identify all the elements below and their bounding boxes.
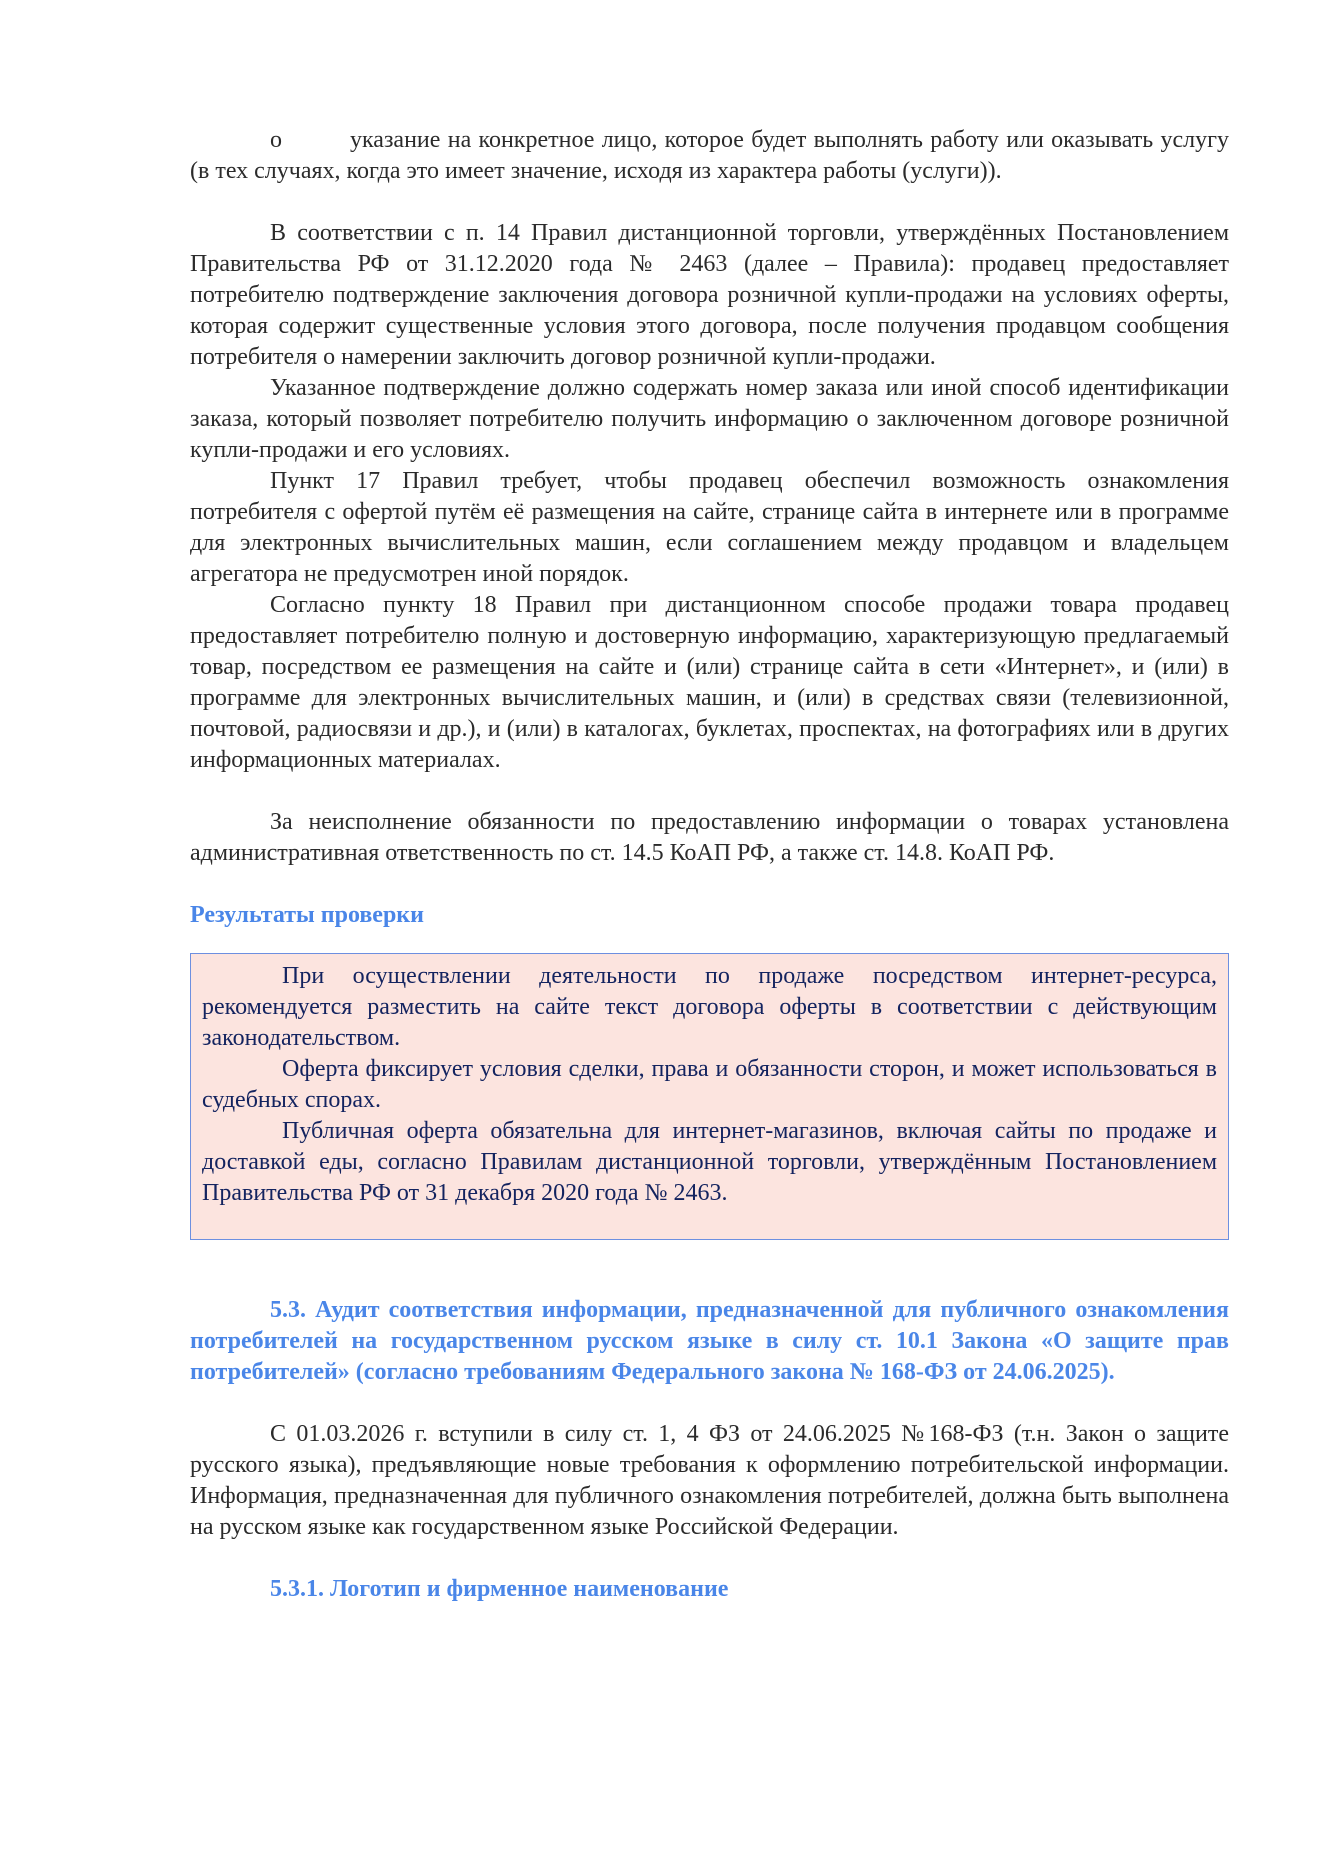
bullet-item	[190, 125, 1229, 187]
paragraph-rules-18: Согласно пункту 18 Правил при дистанционном способе продажи товара продавец предоставляет потребителю полную и достоверную информацию, характеризующую предлагаемый товар, посредством ее размещения на сайте и (или) странице сайта в сети «Интернет», и (или) в программе для электронных вычислительных машин, и (или) в средствах связи (телевизионной, почтовой, радиосвязи и др.), и (или) в каталогах, буклетах, проспектах, на фотографиях или в других информационных материалах.	[190, 592, 1229, 773]
spacer	[190, 869, 1229, 900]
callout-paragraph: Оферта фиксирует условия сделки, права и обязанности сторон, и может использоваться в судебных спорах.	[202, 1056, 1217, 1113]
paragraph-rules-17: Пункт 17 Правил требует, чтобы продавец обеспечил возможность ознакомления потребителя с офертой путём её размещения на сайте, странице сайта в интернете или в программе для электронных вычислительных машин, если соглашением между продавцом и владельцем агрегатора не предусмотрен иной порядок.	[190, 468, 1229, 587]
spacer	[190, 776, 1229, 807]
spacer	[190, 1543, 1229, 1574]
paragraph-liability: За неисполнение обязанности по предоставлению информации о товарах установлена административная ответственность по ст. 14.5 КоАП РФ, а также ст. 14.8. КоАП РФ.	[190, 809, 1229, 866]
callout-paragraph: При осуществлении деятельности по продаже посредством интернет-ресурса, рекомендуется разместить на сайте текст договора оферты в соответствии с действующим законодательством.	[202, 963, 1217, 1051]
results-heading: Результаты проверки	[190, 902, 424, 928]
callout-paragraph: Публичная оферта обязательна для интернет-магазинов, включая сайты по продаже и доставкой еды, согласно Правилам дистанционной торговли, утверждённым Постановлением Правительства РФ от 31 декабря 2020 года № 2463.	[202, 1118, 1217, 1206]
subsection-heading-5-3-1: 5.3.1. Логотип и фирменное наименование	[270, 1576, 729, 1602]
bullet-marker: o	[270, 127, 282, 153]
spacer	[190, 1240, 1229, 1295]
paragraph-rules-14: В соответствии с п. 14 Правил дистанционной торговли, утверждённых Постановлением Правительства РФ от 31.12.2020 года № 2463 (далее – Правила): продавец предоставляет потребителю подтверждение заключения договора розничной купли-продажи на условиях оферты, которая содержит существенные условия этого договора, после получения продавцом сообщения потребителя о намерении заключить договор розничной купли-продажи.	[190, 220, 1229, 370]
section-heading-5-3: 5.3. Аудит соответствия информации, предназначенной для публичного ознакомления потребителей на государственном русском языке в силу ст. 10.1 Закона «О защите прав потребителей» (согласно требованиям Федерального закона № 168-ФЗ от 24.06.2025).	[190, 1297, 1229, 1385]
results-callout-box	[190, 953, 1229, 1240]
paragraph-language-law: С 01.03.2026 г. вступили в силу ст. 1, 4 ФЗ от 24.06.2025 №168-ФЗ (т.н. Закон о защите русского языка), предъявляющие новые требования к оформлению потребительской информации. Информация, предназначенная для публичного ознакомления потребителей, должна быть выполнена на русском языке как государственном языке Российской Федерации.	[190, 1421, 1229, 1540]
bullet-text: указание на конкретное лицо, которое будет выполнять работу или оказывать услугу (в тех случаях, когда это имеет значение, исходя из характера работы (услуги)).	[190, 127, 1229, 184]
spacer	[190, 1388, 1229, 1419]
spacer	[190, 187, 1229, 218]
paragraph-order-confirmation: Указанное подтверждение должно содержать номер заказа или иной способ идентификации заказа, который позволяет потребителю получить информацию о заключенном договоре розничной купли-продажи и его условиях.	[190, 375, 1229, 463]
